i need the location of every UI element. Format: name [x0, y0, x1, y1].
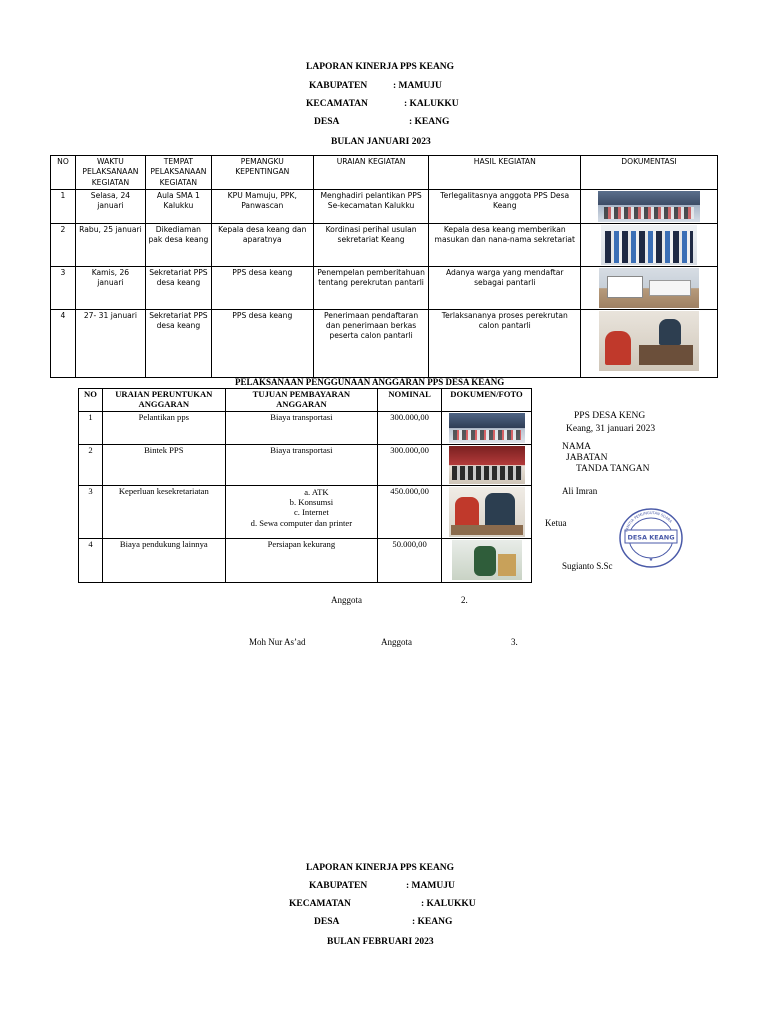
header-no: NO [79, 389, 103, 412]
kabupaten2-label: KABUPATEN [309, 881, 368, 891]
desa-value: : KEANG [409, 117, 450, 127]
desa-label: DESA [314, 117, 340, 127]
table-row [51, 309, 718, 377]
header-dokumentasi: DOKUMENTASI [581, 156, 718, 190]
cell-tujuan: Biaya transportasi [225, 444, 378, 485]
report-title: LAPORAN KINERJA PPS KEANG [306, 62, 455, 72]
header-tempat: TEMPAT PELAKSANAAN KEGIATAN [145, 156, 211, 190]
cell-no: 1 [51, 189, 76, 223]
desa2-label: DESA [314, 917, 340, 927]
cell-nominal: 300.000,00 [378, 444, 442, 485]
member1-name: Sugianto S.Sc [562, 561, 613, 571]
kabupaten2-value: : MAMUJU [406, 881, 455, 891]
table-header-row [51, 156, 718, 190]
cell-foto [442, 444, 532, 485]
kecamatan2-value: : KALUKKU [421, 899, 476, 909]
header-hasil: HASIL KEGIATAN [429, 156, 581, 190]
cell-waktu: Kamis, 26 januari [75, 266, 145, 309]
stamp-ring-text: PANITIA PEMUNGUTAN SUARA [624, 510, 673, 533]
cell-dokumentasi [581, 223, 718, 266]
header-waktu: WAKTU PELAKSANAAN KEGIATAN [75, 156, 145, 190]
anggaran-table [78, 388, 532, 583]
header-no: NO [51, 156, 76, 190]
cell-hasil: Terlaksananya proses perekrutan calon pantarli [429, 309, 581, 377]
cell-tempat: Sekretariat PPS desa keang [145, 266, 211, 309]
cell-uraian: Biaya pendukung lainnya [102, 538, 225, 582]
tujuan-list-item: b. Konsumsi [289, 497, 334, 508]
tujuan-list-item: c. Internet [293, 507, 329, 518]
cell-uraian: Penerimaan pendaftaran dan penerimaan berkas peserta calon pantarli [313, 309, 429, 377]
kecamatan-value: : KALUKKU [404, 99, 459, 109]
stamp-star-icon: ★ [648, 558, 654, 563]
cell-nominal: 50.000,00 [378, 538, 442, 582]
cell-tujuan: Biaya transportasi [225, 411, 378, 444]
photo-pendukung [452, 540, 522, 580]
photo-kesekretariatan [449, 487, 525, 537]
ketua-role: Ketua [545, 518, 567, 528]
stamp-seal [617, 506, 685, 570]
header-uraian-peruntukan: URAIAN PERUNTUKAN ANGGARAN [102, 389, 225, 412]
nama-label: NAMA [562, 442, 592, 452]
photo-pelantikan-pps [449, 413, 525, 443]
kabupaten-label: KABUPATEN [309, 81, 368, 91]
table-row [79, 411, 532, 444]
tujuan-list-item: a. ATK [304, 486, 329, 497]
cell-uraian: Menghadiri pelantikan PPS Se-kecamatan Kalukku [313, 189, 429, 223]
photo-pelantikan [598, 191, 700, 222]
cell-tujuan [225, 485, 378, 538]
anggota-label-2: Anggota [381, 637, 412, 647]
cell-uraian: Pelantikan pps [102, 411, 225, 444]
member2-name: Moh Nur As’ad [249, 637, 306, 647]
signature-org: PPS DESA KENG [574, 411, 646, 421]
cell-dokumentasi [581, 266, 718, 309]
tujuan-list-item: d. Sewa computer dan printer [250, 517, 353, 528]
cell-hasil: Terlegalitasnya anggota PPS Desa Keang [429, 189, 581, 223]
cell-pemangku: Kepala desa keang dan aparatnya [211, 223, 313, 266]
table-header-row [79, 389, 532, 412]
bulan-label: BULAN JANUARI 2023 [331, 137, 431, 147]
cell-no: 3 [51, 266, 76, 309]
cell-tempat: Sekretariat PPS desa keang [145, 309, 211, 377]
header-pemangku: PEMANGKU KEPENTINGAN [211, 156, 313, 190]
member-number-2: 2. [461, 595, 468, 605]
cell-waktu: Selasa, 24 januari [75, 189, 145, 223]
cell-no: 4 [79, 538, 103, 582]
cell-no: 4 [51, 309, 76, 377]
cell-hasil: Adanya warga yang mendaftar sebagai pantarli [429, 266, 581, 309]
desa2-value: : KEANG [412, 917, 453, 927]
cell-dokumentasi [581, 309, 718, 377]
cell-uraian: Bintek PPS [102, 444, 225, 485]
cell-uraian: Keperluan kesekretariatan [102, 485, 225, 538]
cell-uraian: Penempelan pemberitahuan tentang perekrutan pantarli [313, 266, 429, 309]
cell-pemangku: PPS desa keang [211, 309, 313, 377]
photo-pendaftaran [599, 311, 699, 371]
photo-bintek [449, 446, 525, 484]
cell-tempat: Aula SMA 1 Kalukku [145, 189, 211, 223]
table-row [51, 189, 718, 223]
cell-waktu: Rabu, 25 januari [75, 223, 145, 266]
table-row [79, 485, 532, 538]
header-tujuan: TUJUAN PEMBAYARAN ANGGARAN [225, 389, 378, 412]
photo-koordinasi [601, 225, 697, 265]
anggaran-title: PELAKSANAAN PENGGUNAAN ANGGARAN PPS DESA KEANG [235, 377, 505, 387]
table-row [51, 223, 718, 266]
cell-dokumentasi [581, 189, 718, 223]
ketua-name: Ali Imran [562, 486, 598, 496]
anggota-label-1: Anggota [331, 595, 362, 605]
cell-hasil: Kepala desa keang memberikan masukan dan nana-nama sekretariat [429, 223, 581, 266]
header-dokumen: DOKUMEN/FOTO [442, 389, 532, 412]
photo-penempelan [599, 268, 699, 308]
member-number-3: 3. [511, 637, 518, 647]
table-row [51, 266, 718, 309]
cell-no: 2 [51, 223, 76, 266]
kegiatan-table [50, 155, 718, 378]
cell-tempat: Dikediaman pak desa keang [145, 223, 211, 266]
cell-uraian: Kordinasi perihal usulan sekretariat Keang [313, 223, 429, 266]
signature-place-date: Keang, 31 januari 2023 [566, 424, 656, 434]
cell-no: 3 [79, 485, 103, 538]
table-row [79, 444, 532, 485]
jabatan-label: JABATAN [566, 453, 608, 463]
cell-nominal: 450.000,00 [378, 485, 442, 538]
cell-foto [442, 538, 532, 582]
header-uraian: URAIAN KEGIATAN [313, 156, 429, 190]
cell-foto [442, 411, 532, 444]
kecamatan-label: KECAMATAN [306, 99, 368, 109]
cell-tujuan: Persiapan kekurang [225, 538, 378, 582]
stamp-text: DESA KEANG [627, 533, 675, 542]
kecamatan2-label: KECAMATAN [289, 899, 351, 909]
cell-pemangku: KPU Mamuju, PPK, Panwascan [211, 189, 313, 223]
cell-foto [442, 485, 532, 538]
header-nominal: NOMINAL [378, 389, 442, 412]
cell-pemangku: PPS desa keang [211, 266, 313, 309]
cell-no: 1 [79, 411, 103, 444]
tanda-tangan-label: TANDA TANGAN [576, 464, 650, 474]
table-row [79, 538, 532, 582]
cell-waktu: 27- 31 januari [75, 309, 145, 377]
kabupaten-value: : MAMUJU [393, 81, 442, 91]
bulan2-label: BULAN FEBRUARI 2023 [327, 937, 434, 947]
cell-no: 2 [79, 444, 103, 485]
cell-nominal: 300.000,00 [378, 411, 442, 444]
report2-title: LAPORAN KINERJA PPS KEANG [306, 863, 455, 873]
